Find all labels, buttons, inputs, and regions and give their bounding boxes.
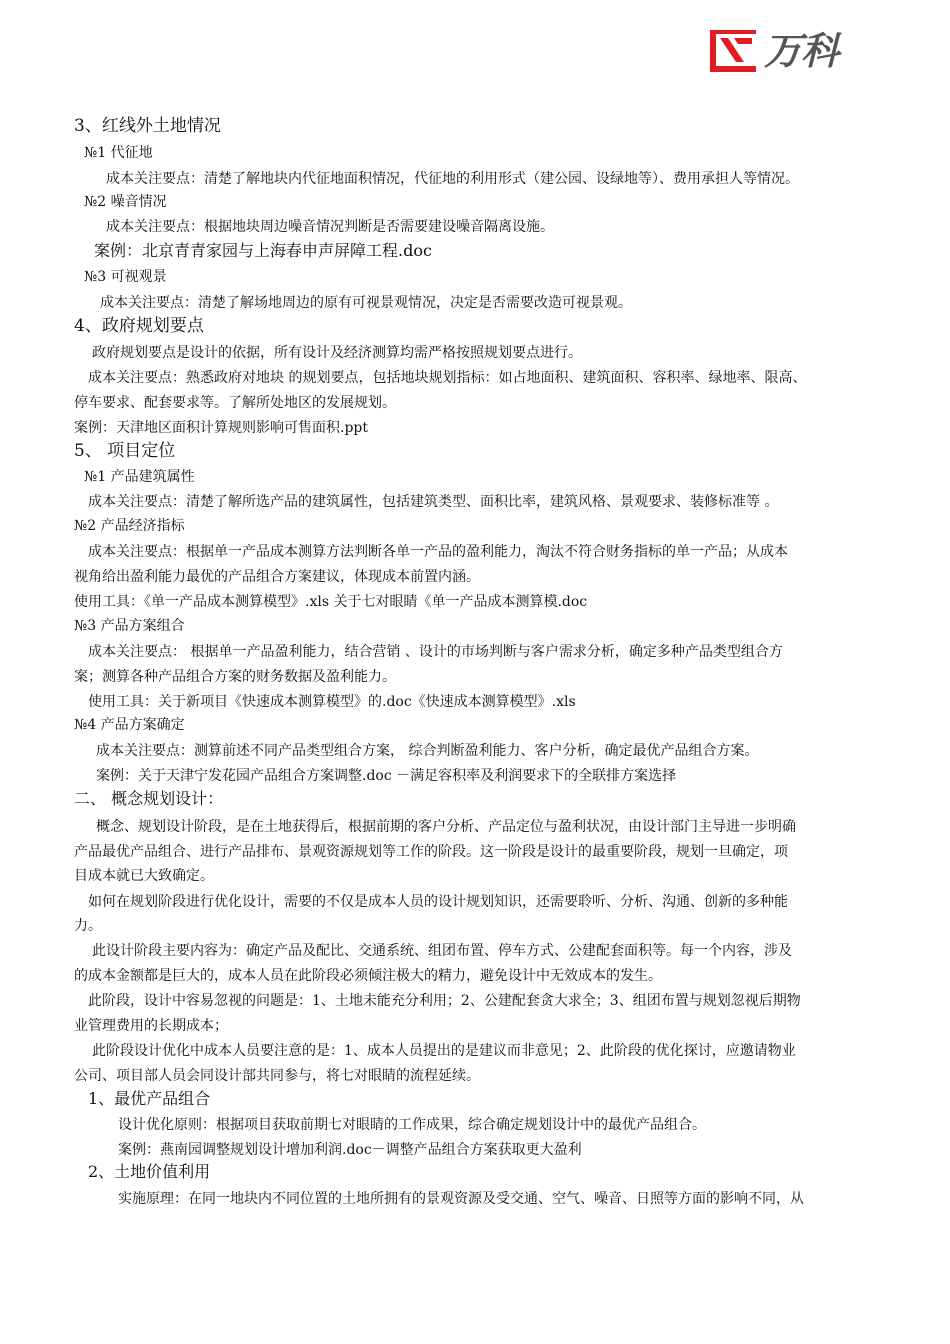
case-link[interactable]: 案例：天津地区面积计算规则影响可售面积.ppt: [74, 420, 368, 436]
vanke-logo-icon: [706, 26, 760, 76]
body-text: 成本关注要点：熟悉政府对地块 的规划要点，包括地块规划指标：如占地面积、建筑面积、容积率、绿地率、限高、: [88, 370, 807, 386]
section-heading: 4、政府规划要点: [74, 316, 204, 336]
body-text: 成本关注要点：清楚了解所选产品的建筑属性，包括建筑类型、面积比率，建筑风格、景观要求、装修标准等 。: [88, 494, 779, 510]
body-text: 如何在规划阶段进行优化设计，需要的不仅是成本人员的设计规划知识，还需要聆听、分析、沟通、创新的多种能: [88, 894, 788, 910]
body-text: 此阶段设计优化中成本人员要注意的是：1、成本人员提出的是建议而非意见；2、此阶段的优化探讨，应邀请物业: [92, 1043, 796, 1059]
body-text: 案；测算各种产品组合方案的财务数据及盈利能力。: [74, 669, 396, 685]
body-text: 的成本金额都是巨大的，成本人员在此阶段必须倾注极大的精力，避免设计中无效成本的发生。: [74, 968, 662, 984]
body-text: 设计优化原则：根据项目获取前期七对眼睛的工作成果，综合确定规划设计中的最优产品组合。: [118, 1117, 706, 1133]
body-text: 成本关注要点：清楚了解场地周边的原有可视景观情况，决定是否需要改造可视景观。: [100, 295, 632, 311]
section-heading: 2、土地价值利用: [88, 1162, 211, 1181]
body-text: 目成本就已大致确定。: [74, 868, 214, 884]
subsection-heading: №2 产品经济指标: [74, 518, 185, 534]
subsection-heading: №4 产品方案确定: [74, 717, 185, 733]
body-text: 此设计阶段主要内容为：确定产品及配比、交通系统、组团布置、停车方式、公建配套面积等。每一个内容，涉及: [92, 943, 792, 959]
chapter-heading: 二、 概念规划设计：: [74, 789, 224, 808]
body-text: 实施原理：在同一地块内不同位置的土地所拥有的景观资源及受交通、空气、噪音、日照等方面的影响不同，从: [118, 1191, 804, 1207]
body-text: 成本关注要点：测算前述不同产品类型组合方案， 综合判断盈利能力、客户分析，确定最优产品组合方案。: [96, 743, 759, 759]
vanke-logo: [706, 24, 876, 80]
case-link[interactable]: 案例：燕南园调整规划设计增加利润.doc－调整产品组合方案获取更大盈利: [118, 1142, 582, 1158]
subsection-heading: №2 噪音情况: [84, 194, 167, 210]
body-text: 成本关注要点： 根据单一产品盈利能力，结合营销 、设计的市场判断与客户需求分析，确定多种产品类型组合方: [88, 644, 783, 660]
section-heading: 5、 项目定位: [74, 441, 176, 461]
tool-link[interactable]: 使用工具：关于新项目《快速成本测算模型》的.doc《快速成本测算模型》.xls: [88, 694, 576, 710]
subsection-heading: №3 可视观景: [84, 269, 167, 285]
body-text: 政府规划要点是设计的依据，所有设计及经济测算均需严格按照规划要点进行。: [92, 345, 582, 361]
vanke-logo-text: 万科: [764, 29, 839, 73]
body-text: 业管理费用的长期成本；: [74, 1018, 228, 1034]
body-text: 停车要求、配套要求等。了解所处地区的发展规划。: [74, 395, 396, 411]
case-link[interactable]: 案例：关于天津宁发花园产品组合方案调整.doc －满足容积率及利润要求下的全联排方案选择: [96, 768, 677, 784]
body-text: 公司、项目部人员会同设计部共同参与，将七对眼睛的流程延续。: [74, 1068, 480, 1084]
section-heading: 1、最优产品组合: [88, 1089, 211, 1108]
body-text: 概念、规划设计阶段，是在土地获得后，根据前期的客户分析、产品定位与盈利状况，由设计部门主导进一步明确: [96, 819, 796, 835]
body-text: 成本关注要点：清楚了解地块内代征地面积情况，代征地的利用形式（建公园、设绿地等）、费用承担人等情况。: [106, 171, 799, 187]
body-text: 视角给出盈利能力最优的产品组合方案建议，体现成本前置内涵。: [74, 569, 480, 585]
body-text: 成本关注要点：根据地块周边噪音情况判断是否需要建设噪音隔离设施。: [106, 219, 554, 235]
body-text: 成本关注要点：根据单一产品成本测算方法判断各单一产品的盈利能力，淘汰不符合财务指标的单一产品；从成本: [88, 544, 788, 560]
body-text: 力。: [74, 918, 102, 934]
section-heading: 3、红线外土地情况: [74, 116, 221, 136]
case-link[interactable]: 案例：北京青青家园与上海春申声屏障工程.doc: [94, 241, 432, 260]
subsection-heading: №1 产品建筑属性: [84, 469, 195, 485]
subsection-heading: №1 代征地: [84, 145, 153, 161]
body-text: 产品最优产品组合、进行产品排布、景观资源规划等工作的阶段。这一阶段是设计的最重要阶段，规划一旦确定，项: [74, 844, 788, 860]
body-text: 此阶段，设计中容易忽视的问题是：1、土地未能充分利用；2、公建配套贪大求全；3、组团布置与规划忽视后期物: [88, 993, 801, 1009]
subsection-heading: №3 产品方案组合: [74, 618, 185, 634]
tool-link[interactable]: 使用工具：《单一产品成本测算模型》.xls 关于七对眼睛《单一产品成本测算模.doc: [74, 594, 588, 610]
